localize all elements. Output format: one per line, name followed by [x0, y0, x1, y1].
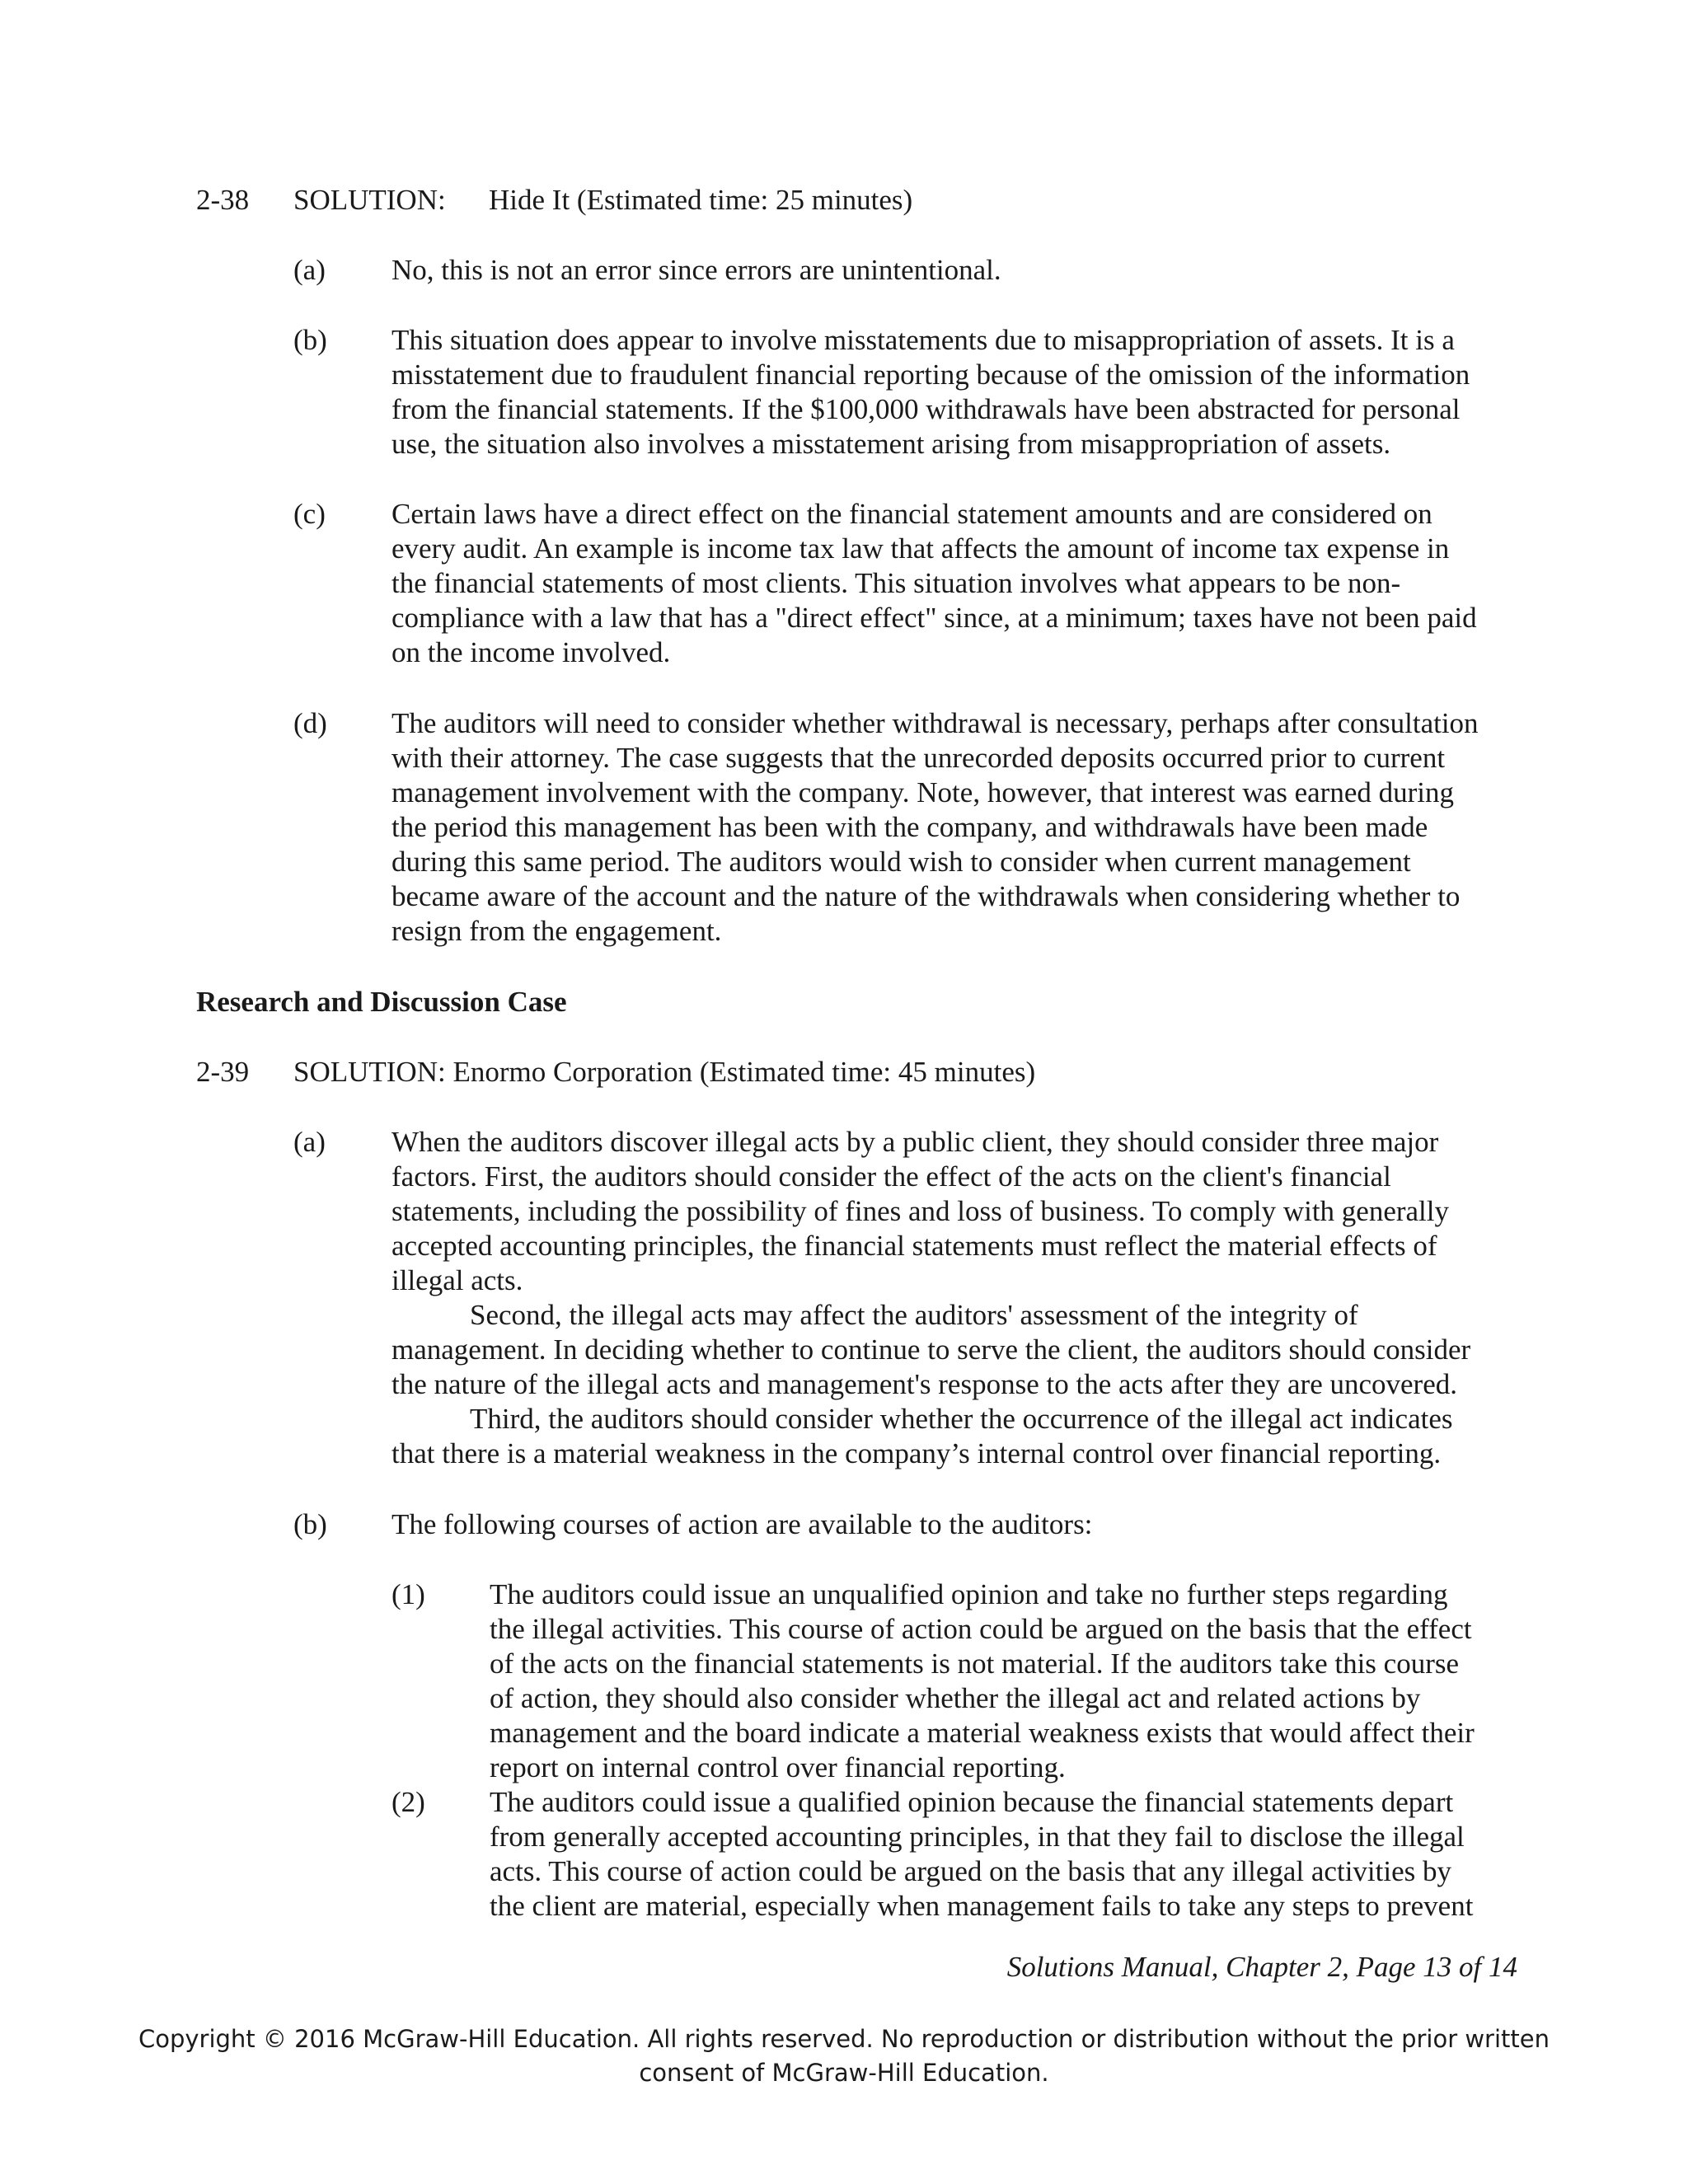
copyright-line: consent of McGraw-Hill Education. — [639, 2059, 1049, 2087]
paragraph-line: When the auditors discover illegal acts by a public client, they should consider three major — [392, 1126, 1439, 1158]
paragraph-line: during this same period. The auditors would wish to consider when current management — [392, 846, 1411, 878]
item-marker-b: (b) — [293, 1508, 327, 1540]
paragraph-line: of the acts on the financial statements is not material. If the auditors take this course — [490, 1647, 1460, 1680]
paragraph-line: the client are material, especially when management fails to take any steps to prevent — [490, 1890, 1474, 1922]
paragraph-line: from generally accepted accounting principles, in that they fail to disclose the illegal — [490, 1821, 1465, 1853]
paragraph-line: resign from the engagement. — [392, 915, 722, 947]
problem-title-2-38: Hide It (Estimated time: 25 minutes) — [489, 184, 913, 216]
section-heading: Research and Discussion Case — [196, 986, 567, 1018]
problem-title-2-39: SOLUTION: Enormo Corporation (Estimated time: 45 minutes) — [293, 1056, 1036, 1088]
sub-item-marker-2: (2) — [392, 1786, 425, 1818]
paragraph-line: every audit. An example is income tax law that affects the amount of income tax expense in — [392, 532, 1450, 565]
problem-number-2-38: 2-38 — [196, 184, 250, 216]
paragraph-line: This situation does appear to involve misstatements due to misappropriation of assets. It is a — [392, 324, 1455, 356]
item-marker-c: (c) — [293, 498, 326, 530]
paragraph-line: factors. First, the auditors should consider the effect of the acts on the client's financial — [392, 1160, 1391, 1193]
paragraph-line: The auditors could issue an unqualified opinion and take no further steps regarding — [490, 1578, 1448, 1610]
paragraph-line: of action, they should also consider whether the illegal act and related actions by — [490, 1682, 1421, 1714]
paragraph-line: statements, including the possibility of fines and loss of business. To comply with generally — [392, 1195, 1450, 1227]
paragraph-line: No, this is not an error since errors are unintentional. — [392, 254, 1001, 286]
problem-number-2-39: 2-39 — [196, 1056, 250, 1088]
page-number-label: Solutions Manual, Chapter 2, Page 13 of 14 — [1006, 1951, 1517, 1983]
paragraph-line: with their attorney. The case suggests that the unrecorded deposits occurred prior to current — [392, 742, 1446, 774]
paragraph-line: compliance with a law that has a "direct effect" since, at a minimum; taxes have not been paid — [392, 602, 1477, 634]
paragraph-line: from the financial statements. If the $100,000 withdrawals have been abstracted for personal — [392, 393, 1461, 425]
paragraph-line: management and the board indicate a material weakness exists that would affect their — [490, 1717, 1475, 1749]
paragraph-line: on the income involved. — [392, 636, 671, 668]
paragraph-line: The following courses of action are available to the auditors: — [392, 1508, 1093, 1540]
copyright-line: Copyright © 2016 McGraw-Hill Education. All rights reserved. No reproduction or distribution without the prior written — [138, 2025, 1550, 2053]
paragraph-line: management. In deciding whether to continue to serve the client, the auditors should consider — [392, 1333, 1471, 1366]
paragraph-line: Second, the illegal acts may affect the auditors' assessment of the integrity of — [470, 1299, 1358, 1331]
item-marker-a: (a) — [293, 254, 326, 286]
paragraph-line: the illegal activities. This course of action could be argued on the basis that the effect — [490, 1613, 1472, 1645]
item-marker-b: (b) — [293, 324, 327, 356]
item-marker-a: (a) — [293, 1126, 326, 1158]
item-marker-d: (d) — [293, 707, 327, 739]
paragraph-line: the period this management has been with the company, and withdrawals have been made — [392, 811, 1428, 843]
paragraph-line: report on internal control over financial reporting. — [490, 1751, 1066, 1783]
paragraph-line: misstatement due to fraudulent financial reporting because of the omission of the information — [392, 359, 1470, 391]
paragraph-line: the financial statements of most clients. This situation involves what appears to be non- — [392, 567, 1401, 599]
paragraph-line: the nature of the illegal acts and management's response to the acts after they are uncovered. — [392, 1368, 1457, 1400]
paragraph-line: acts. This course of action could be argued on the basis that any illegal activities by — [490, 1855, 1451, 1887]
paragraph-line: The auditors will need to consider whether withdrawal is necessary, perhaps after consultation — [392, 707, 1479, 739]
paragraph-line: that there is a material weakness in the company’s internal control over financial reporting. — [392, 1437, 1442, 1469]
sub-item-marker-1: (1) — [392, 1578, 425, 1610]
paragraph-line: Third, the auditors should consider whether the occurrence of the illegal act indicates — [470, 1403, 1453, 1435]
paragraph-line: management involvement with the company. Note, however, that interest was earned during — [392, 776, 1454, 808]
paragraph-line: accepted accounting principles, the financial statements must reflect the material effects of — [392, 1230, 1437, 1262]
paragraph-line: The auditors could issue a qualified opinion because the financial statements depart — [490, 1786, 1454, 1818]
paragraph-line: illegal acts. — [392, 1264, 523, 1296]
solution-label: SOLUTION: — [293, 184, 446, 216]
paragraph-line: Certain laws have a direct effect on the financial statement amounts and are considered on — [392, 498, 1432, 530]
paragraph-line: became aware of the account and the nature of the withdrawals when considering whether to — [392, 880, 1461, 912]
paragraph-line: use, the situation also involves a misstatement arising from misappropriation of assets. — [392, 428, 1391, 460]
copyright-notice — [0, 2022, 1688, 2090]
